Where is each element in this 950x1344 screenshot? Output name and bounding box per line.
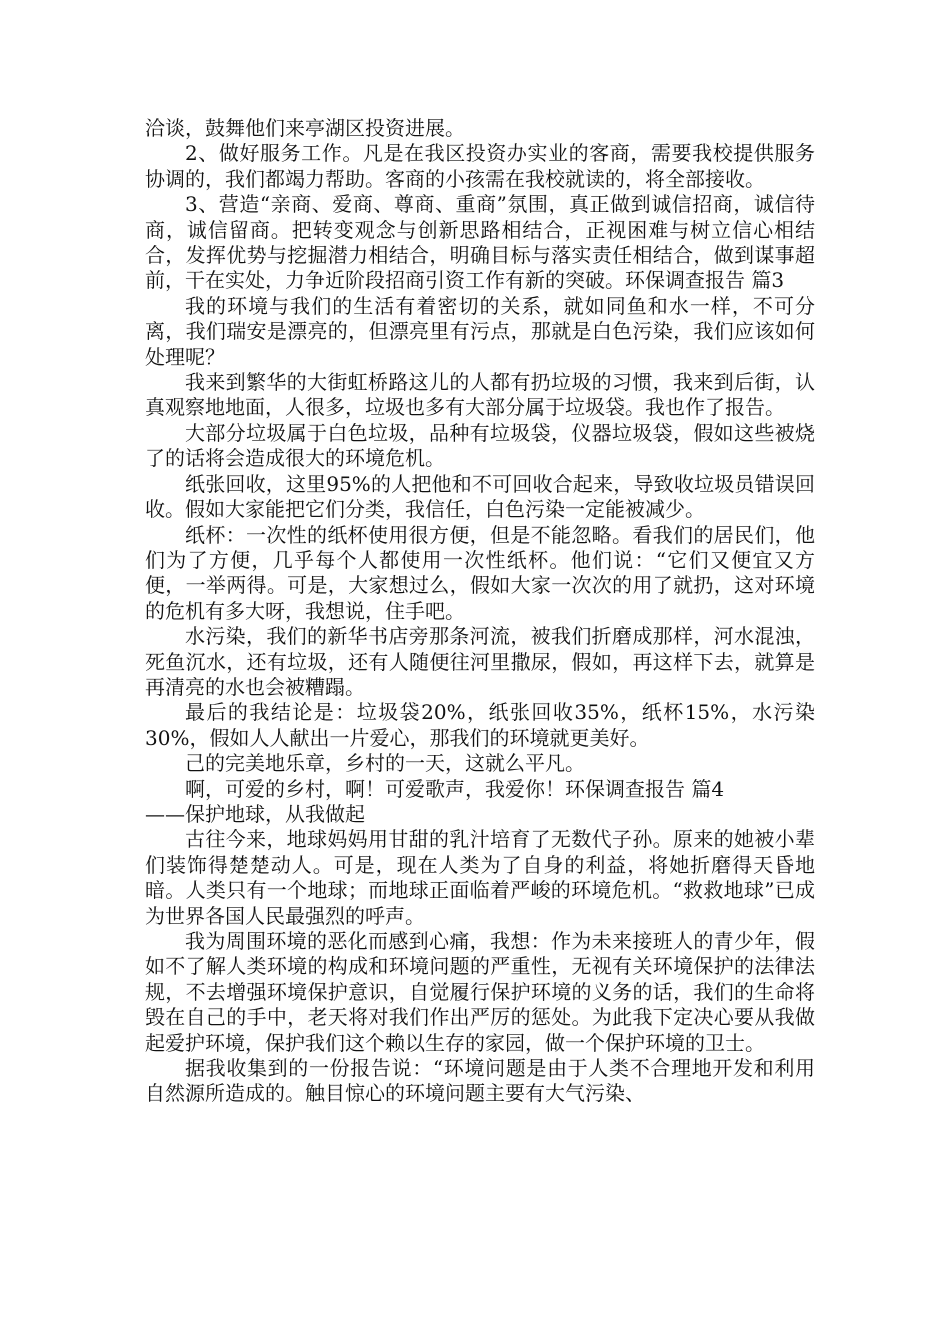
paragraph-white-garbage: 大部分垃圾属于白色垃圾，品种有垃圾袋，仪器垃圾袋，假如这些被烧了的话将会造成很大的环境危机。 xyxy=(145,420,815,471)
paragraph-report-4-heading: 啊，可爱的乡村，啊！可爱歌声，我爱你！环保调查报告 篇4 xyxy=(185,776,725,801)
paragraph-village-day: 己的完美地乐章，乡村的一天，这就么平凡。 xyxy=(185,751,585,776)
paragraph-continuation: 洽谈，鼓舞他们来亭湖区投资进展。 xyxy=(145,116,465,140)
paragraph-environment-intro: 我的环境与我们的生活有着密切的关系，就如同鱼和水一样，不可分离，我们瑞安是漂亮的，但漂亮里有污点，那就是白色污染，我们应该如何处理呢？ xyxy=(145,293,815,369)
paragraph-conclusion: 最后的我结论是：垃圾袋20%，纸张回收35%，纸杯15%，水污染30%，假如人人献出一片爱心，那我们的环境就更美好。 xyxy=(145,700,815,750)
paragraph-atmosphere: 3、营造“亲商、爱商、尊商、重商”氛围，真正做到诚信招商，诚信待商，诚信留商。把转变观念与创新思路相结合，正视困难与树立信心相结合，发挥优势与挖掘潜力相结合，明确目标与落实责任相结合，做到谋事超前，干在实处，力争近阶段招商引资工作有新的突破。环保调查报告 篇3 xyxy=(145,192,815,293)
paragraph-paper-cups: 纸杯：一次性的纸杯使用很方便，但是不能忽略。看我们的居民们，他们为了方便，几乎每个人都使用一次性纸杯。他们说：“它们又便宜又方便，一举两得。可是，大家想过么，假如大家一次次的用了就扔，这对环境的危机有多大呀，我想说，住手吧。 xyxy=(145,522,815,623)
paragraph-water-pollution: 水污染，我们的新华书店旁那条河流，被我们折磨成那样，河水混浊，死鱼沉水，还有垃圾，还有人随便往河里撒尿，假如，再这样下去，就算是再清亮的水也会被糟蹋。 xyxy=(145,624,815,699)
paragraph-service-work: 2、做好服务工作。凡是在我区投资办实业的客商，需要我校提供服务协调的，我们都竭力帮助。客商的小孩需在我校就读的，将全部接收。 xyxy=(145,141,815,191)
paragraph-subtitle: ——保护地球，从我做起 xyxy=(145,801,365,826)
document-body xyxy=(145,116,815,1107)
paragraph-report-quote: 据我收集到的一份报告说：“环境问题是由于人类不合理地开发和利用自然源所造成的。触目惊心的环境问题主要有大气污染、 xyxy=(145,1056,815,1106)
paragraph-paper-recycling: 纸张回收，这里95%的人把他和不可回收合起来，导致收垃圾员错误回收。假如大家能把它们分类，我信任，白色污染一定能被减少。 xyxy=(145,471,815,522)
paragraph-earth-mother: 古往今来，地球妈妈用甘甜的乳汁培育了无数代子孙。原来的她被小辈们装饰得楚楚动人。可是，现在人类为了自身的利益，将她折磨得天昏地暗。人类只有一个地球；而地球正面临着严峻的环境危机。“救救地球”已成为世界各国人民最强烈的呼声。 xyxy=(145,827,815,928)
paragraph-heartache: 我为周围环境的恶化而感到心痛，我想：作为未来接班人的青少年，假如不了解人类环境的构成和环境问题的严重性，无视有关环境保护的法律法规，不去增强环境保护意识，自觉履行保护环境的义务的话，我们的生命将毁在自己的手中，老天将对我们作出严厉的惩处。为此我下定决心要从我做起爱护环境，保护我们这个赖以生存的家园，做一个保护环境的卫士。 xyxy=(145,929,815,1055)
paragraph-street-observation: 我来到繁华的大街虹桥路这儿的人都有扔垃圾的习惯，我来到后街，认真观察地地面，人很多，垃圾也多有大部分属于垃圾袋。我也作了报告。 xyxy=(145,370,815,420)
